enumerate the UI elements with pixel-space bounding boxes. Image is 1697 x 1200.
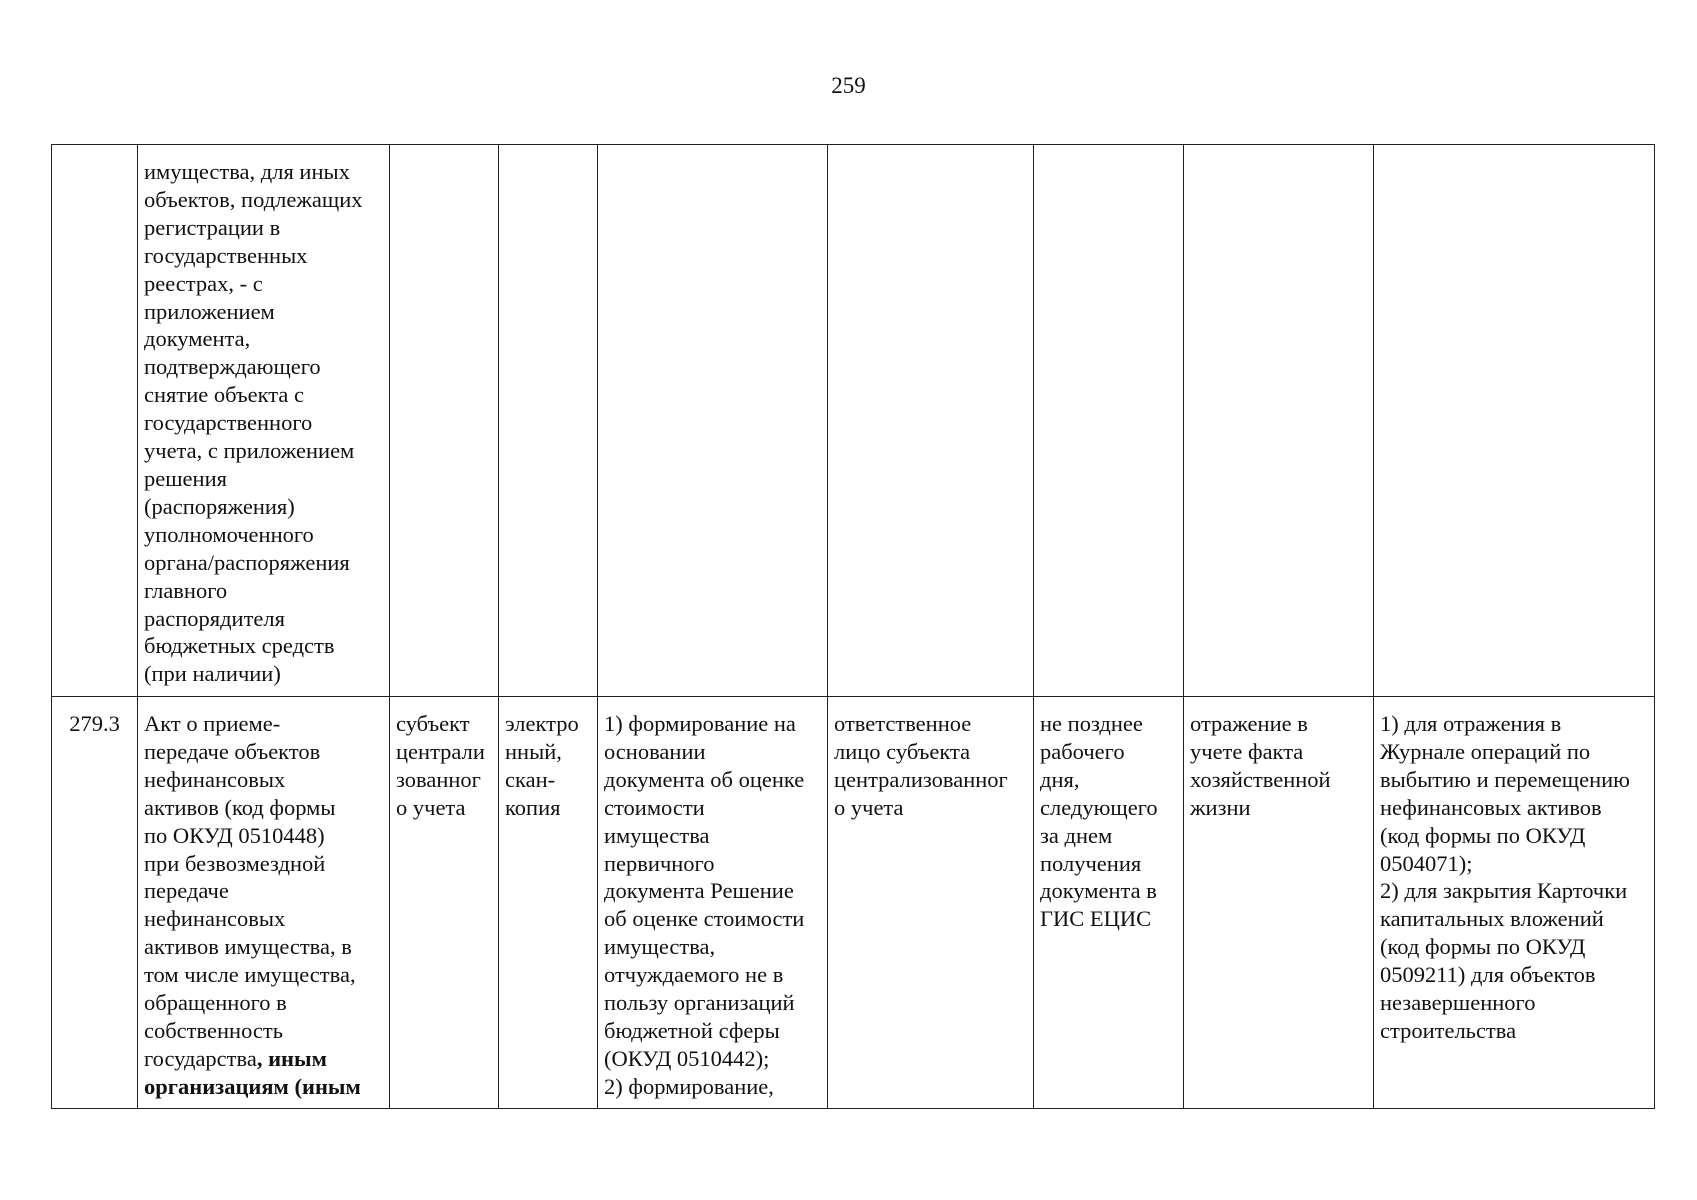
document-table xyxy=(51,144,1655,1109)
text-line: нефинансовых xyxy=(144,906,286,932)
table-row xyxy=(52,145,1655,697)
text-line: выбытию и перемещению xyxy=(1380,766,1630,792)
text-line: том числе имущества, xyxy=(144,962,356,988)
text-line: электро xyxy=(505,711,579,736)
text-line: приложением xyxy=(144,298,275,324)
text-line: органа/распоряжения xyxy=(144,549,350,575)
text-line: основании xyxy=(604,738,706,764)
text-line: 1) для отражения в xyxy=(1380,711,1562,736)
text-line: хозяйственной xyxy=(1190,766,1331,792)
text-line: Журнале операций по xyxy=(1380,738,1591,764)
text-line: документа об оценке xyxy=(604,766,805,792)
text-line: отчуждаемого не в xyxy=(604,962,784,988)
text-line: получения xyxy=(1040,850,1142,876)
text-line: (распоряжения) xyxy=(144,493,295,519)
text-line: о учета xyxy=(396,794,466,820)
text-line: скан- xyxy=(505,766,556,792)
text-line: о учета xyxy=(834,794,904,820)
text-line: зованног xyxy=(396,766,481,792)
text-line: стоимости xyxy=(604,794,705,820)
deadline-cell xyxy=(1034,145,1184,697)
text-line: имущества, для иных xyxy=(144,159,350,184)
text-line: незавершенного xyxy=(1380,990,1536,1016)
text-line: снятие объекта с xyxy=(144,382,304,408)
reflection-cell xyxy=(1184,697,1374,1109)
text-line: документа Решение xyxy=(604,878,794,904)
responsible-cell xyxy=(828,697,1034,1109)
purpose-cell xyxy=(1374,145,1655,697)
text-line: собственность xyxy=(144,1017,283,1043)
text-line: 1) формирование на xyxy=(604,711,796,736)
text-line: передаче объектов xyxy=(144,738,321,764)
text-line: государственного xyxy=(144,410,313,436)
text-line: (при наличии) xyxy=(144,661,281,687)
text-line: передаче xyxy=(144,878,229,904)
text-line: документа в xyxy=(1040,878,1157,904)
text-line: подтверждающего xyxy=(144,354,321,380)
reflection-cell xyxy=(1184,145,1374,697)
text-line: централи xyxy=(396,738,485,764)
text-line: нный, xyxy=(505,738,562,764)
text-line: бюджетной сферы xyxy=(604,1017,780,1043)
text-line: копия xyxy=(505,794,561,820)
text-line: регистрации в xyxy=(144,214,281,240)
text-line: строительства xyxy=(1380,1017,1517,1043)
row-number-cell xyxy=(52,145,138,697)
text-line: бюджетных средств xyxy=(144,633,335,659)
text-bold-fragment: , иным xyxy=(256,1045,327,1071)
text-regular-fragment: государства xyxy=(144,1045,257,1071)
text-line: ГИС ЕЦИС xyxy=(1040,906,1152,932)
text-line: жизни xyxy=(1190,794,1251,820)
format-cell xyxy=(499,697,598,1109)
text-line: (код формы по ОКУД xyxy=(1380,822,1586,848)
text-line: учета, с приложением xyxy=(144,438,355,464)
table-row xyxy=(52,697,1655,1109)
text-line: нефинансовых xyxy=(144,766,286,792)
text-line: распорядителя xyxy=(144,605,285,631)
text-line: реестрах, - с xyxy=(144,270,263,296)
text-line: по ОКУД 0510448) xyxy=(144,822,325,848)
text-line: обращенного в xyxy=(144,990,287,1016)
text-line: документа, xyxy=(144,326,251,352)
text-line: государственных xyxy=(144,242,308,268)
text-line: (ОКУД 0510442); xyxy=(604,1045,770,1071)
text-line: решения xyxy=(144,465,227,491)
text-line: за днем xyxy=(1040,822,1113,848)
formation-cell xyxy=(598,697,828,1109)
text-line: главного xyxy=(144,577,228,603)
text-line: Акт о приеме- xyxy=(144,711,281,736)
text-line: имущества, xyxy=(604,934,716,960)
document-name-cell xyxy=(138,697,390,1109)
text-line: 0509211) для объектов xyxy=(1380,962,1596,988)
formation-cell xyxy=(598,145,828,697)
text-line: рабочего xyxy=(1040,738,1125,764)
subject-cell xyxy=(390,145,499,697)
text-line: централизованног xyxy=(834,766,1008,792)
text-line: ответственное xyxy=(834,711,972,736)
text-line: дня, xyxy=(1040,766,1080,792)
text-line: 2) для закрытия Карточки xyxy=(1380,878,1628,904)
format-cell xyxy=(499,145,598,697)
text-line: учете факта xyxy=(1190,738,1304,764)
text-line: об оценке стоимости xyxy=(604,906,805,932)
subject-cell xyxy=(390,697,499,1109)
text-line: субъект xyxy=(396,711,470,736)
text-line: следующего xyxy=(1040,794,1158,820)
row-number-cell: 279.3 xyxy=(52,697,138,1109)
text-line: при безвозмездной xyxy=(144,850,326,876)
text-line-bold: организациям (иным xyxy=(144,1073,361,1099)
page-number: 259 xyxy=(831,73,866,98)
responsible-cell xyxy=(828,145,1034,697)
text-line: не позднее xyxy=(1040,711,1143,736)
text-line: первичного xyxy=(604,850,715,876)
text-line: пользу организаций xyxy=(604,990,795,1016)
text-line: активов имущества, в xyxy=(144,934,352,960)
text-line-mixed xyxy=(144,1045,383,1073)
text-line: капитальных вложений xyxy=(1380,906,1604,932)
purpose-cell xyxy=(1374,697,1655,1109)
text-line: нефинансовых активов xyxy=(1380,794,1602,820)
text-line: 2) формирование, xyxy=(604,1073,774,1099)
text-line: уполномоченного xyxy=(144,521,314,547)
text-line: имущества xyxy=(604,822,710,848)
document-name-cell xyxy=(138,145,390,697)
text-line: (код формы по ОКУД xyxy=(1380,934,1586,960)
deadline-cell xyxy=(1034,697,1184,1109)
text-line: лицо субъекта xyxy=(834,738,971,764)
text-line: отражение в xyxy=(1190,711,1308,736)
text-line: объектов, подлежащих xyxy=(144,186,363,212)
text-line: активов (код формы xyxy=(144,794,336,820)
text-line: 0504071); xyxy=(1380,850,1473,876)
